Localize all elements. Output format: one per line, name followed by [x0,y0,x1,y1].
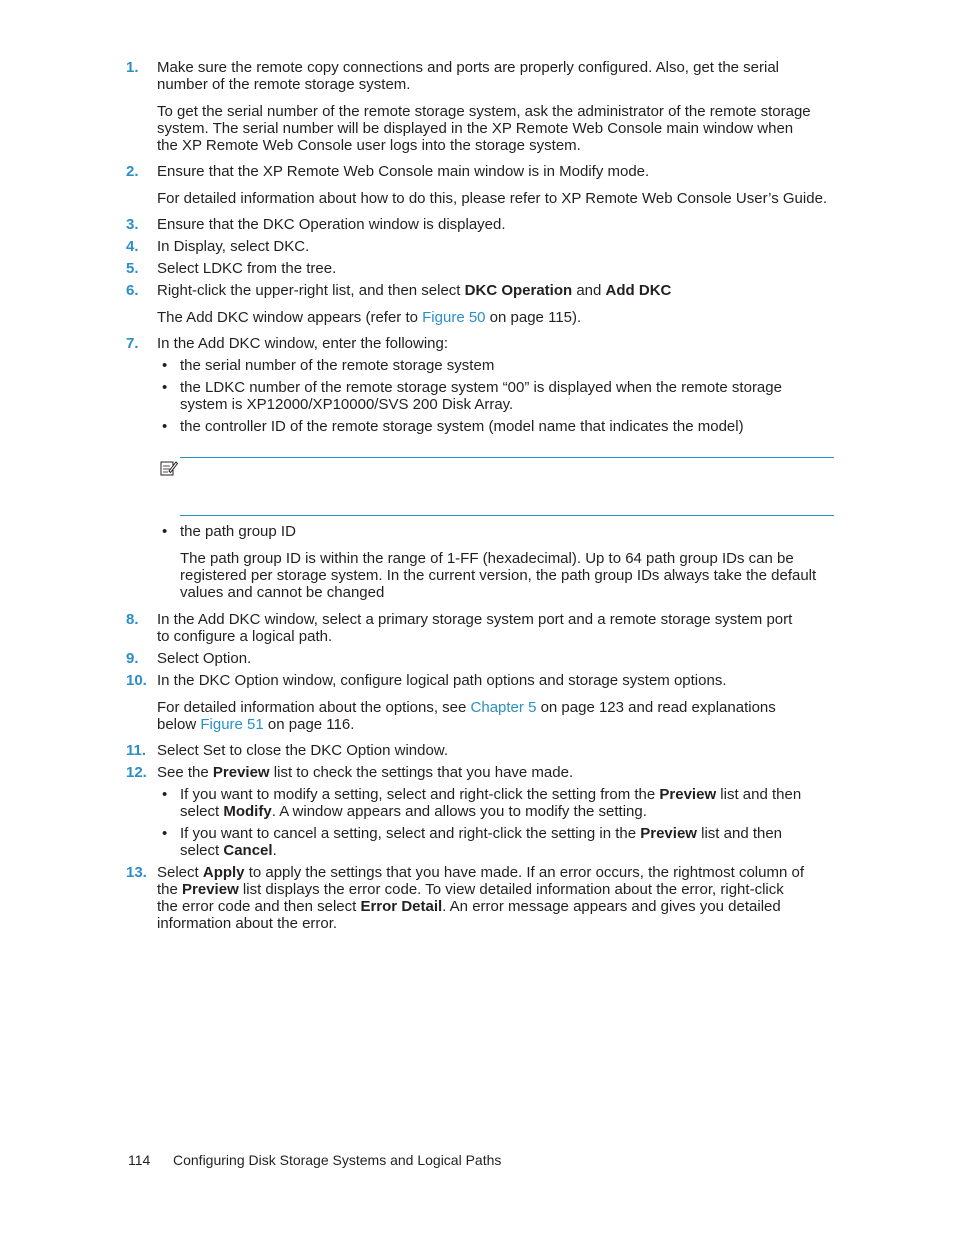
note-bottom-rule [180,515,834,516]
step-text: Right-click the upper-right list, and then select DKC Operation and Add DKC [157,282,672,299]
figure-50-link[interactable]: Figure 50 [422,309,486,326]
step-text: Make sure the remote copy connections and ports are properly configured. Also, get the serial number of the remote storage system. [157,59,780,93]
step-text: In the Add DKC window, select a primary storage system port and a remote storage system port to configure a logical path. [157,611,793,645]
bullet-text: If you want to cancel a setting, select and right-click the setting in the Preview list and then select Cancel. [180,825,783,859]
bullet-text: If you want to modify a setting, select and right-click the setting from the Preview list and then select Modify. A window appears and allows you to modify the setting. [180,786,802,820]
footer-title: Configuring Disk Storage Systems and Logical Paths [173,1152,502,1168]
step-paragraph: For detailed information about the options, see Chapter 5 on page 123 and read explanations below Figure 51 on page 116. [157,699,776,733]
bullet: • [162,786,168,803]
figure-51-link[interactable]: Figure 51 [200,716,264,733]
bullet: • [162,357,168,374]
step-text: See the Preview list to check the settings that you have made. [157,764,574,781]
bullet: • [162,418,168,435]
note-top-rule [180,457,834,458]
step-text: Select Option. [157,650,252,667]
bullet-text: the LDKC number of the remote storage system “00” is displayed when the remote storage system is XP12000/XP10000/SVS 200 Disk Array. [180,379,782,413]
step-paragraph: For detailed information about how to do this, please refer to XP Remote Web Console User’s Guide. [157,190,828,207]
step-number: 6. [126,282,139,299]
bullet-text: the controller ID of the remote storage system (model name that indicates the model) [180,418,744,435]
step-number: 13. [126,864,147,881]
bullet: • [162,379,168,396]
step-number: 10. [126,672,147,689]
step-number: 1. [126,59,139,76]
step-number: 5. [126,260,139,277]
step-text: Select Apply to apply the settings that you have made. If an error occurs, the rightmost column of the Preview list displays the error code. To view detailed information about the error, right-click the error code and then select Error Detail. An error message appears and gives you detailed information about the error. [157,864,804,932]
step-number: 11. [126,742,147,759]
step-text: Ensure that the DKC Operation window is displayed. [157,216,506,233]
step-number: 2. [126,163,139,180]
bullet: • [162,523,168,540]
step-text: Select LDKC from the tree. [157,260,337,277]
step-text: Ensure that the XP Remote Web Console main window is in Modify mode. [157,163,650,180]
step-text: In the Add DKC window, enter the following: [157,335,449,352]
step-number: 3. [126,216,139,233]
bullet: • [162,825,168,842]
step-text: In Display, select DKC. [157,238,310,255]
bullet-paragraph: The path group ID is within the range of 1-FF (hexadecimal). Up to 64 path group IDs can be registered per storage system. In the current version, the path group IDs always take the default values and cannot be changed [180,550,817,601]
step-number: 8. [126,611,139,628]
note-pencil-icon [160,459,178,477]
chapter-5-link[interactable]: Chapter 5 [470,699,537,716]
step-number: 4. [126,238,139,255]
step-paragraph: The Add DKC window appears (refer to Figure 50 on page 115). [157,309,582,326]
step-number: 9. [126,650,139,667]
bullet-text: the path group ID [180,523,296,540]
step-number: 12. [126,764,147,781]
step-paragraph: To get the serial number of the remote storage system, ask the administrator of the remote storage system. The serial number will be displayed in the XP Remote Web Console main window when the XP Remote Web Console user logs into the storage system. [157,103,811,154]
step-text: In the DKC Option window, configure logical path options and storage system options. [157,672,727,689]
bullet-text: the serial number of the remote storage system [180,357,495,374]
step-text: Select Set to close the DKC Option window. [157,742,448,759]
step-number: 7. [126,335,139,352]
page-number: 114 [128,1152,151,1168]
